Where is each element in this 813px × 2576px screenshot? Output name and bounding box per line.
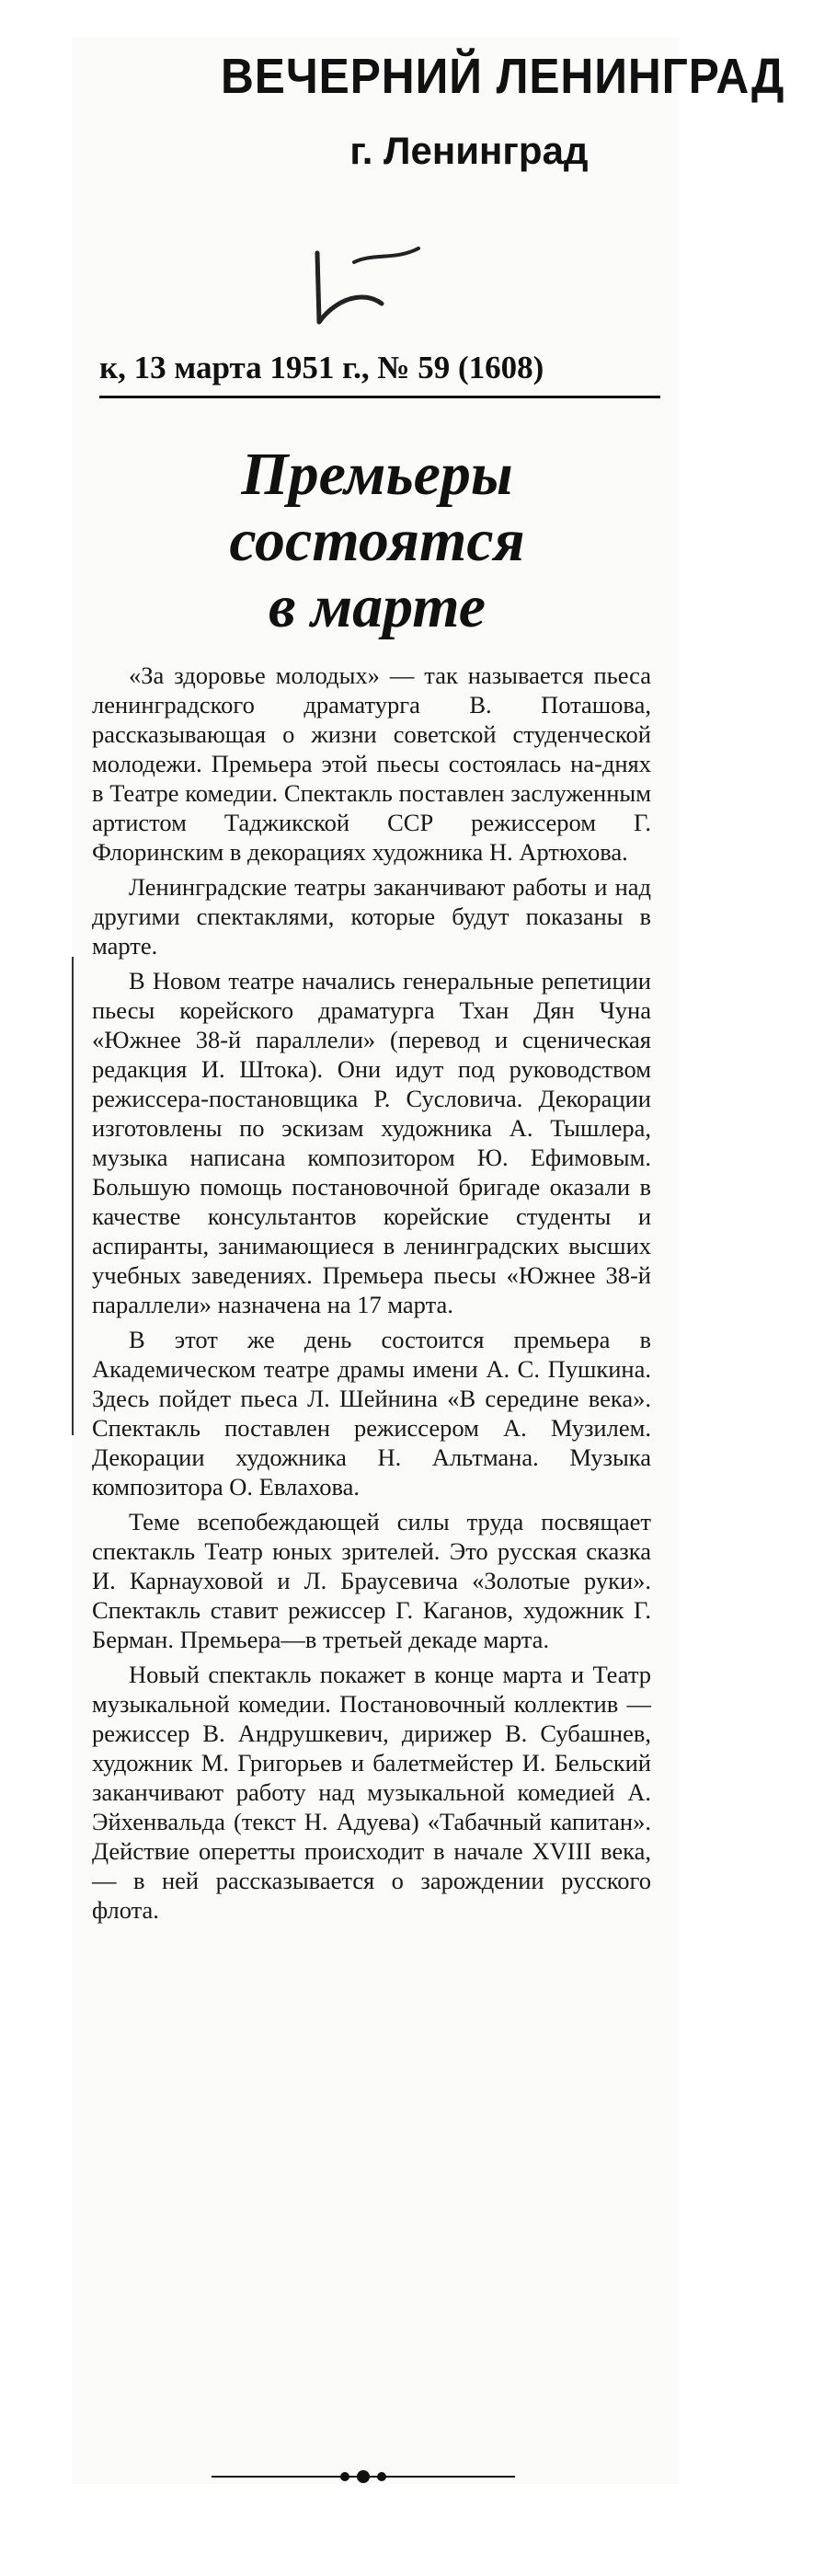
end-ornament	[212, 2466, 515, 2488]
article-paragraph: «За здоровье молодых» — так называется пьеса ленинградского драматурга В. Поташова, рассказывающая о жизни советской студенческой молодежи. Премьера этой пьесы состоялась на-днях в Театре комедии. Спектакль поставлен заслуженным артистом Таджикской ССР режиссером Г. Флоринским в декорациях художника Н. Артюхова.	[92, 661, 651, 866]
newspaper-masthead: ВЕЧЕРНИЙ ЛЕНИНГРАД	[221, 49, 785, 104]
article-paragraph: Ленинградские театры заканчивают работы и над другими спектаклями, которые будут показаны в марте.	[92, 873, 651, 960]
headline-line: состоятся	[229, 507, 525, 574]
article-headline	[147, 442, 607, 640]
newspaper-city: г. Ленинград	[349, 129, 589, 172]
issue-dateline: к, 13 марта 1951 г., № 59 (1608)	[99, 350, 544, 385]
headline-line: Премьеры	[241, 441, 513, 508]
dateline-rule	[99, 396, 660, 398]
article-paragraph: Теме всепобеждающей силы труда посвящает спектакль Театр юных зрителей. Это русская сказка И. Карнауховой и Л. Браусевича «Золотые руки». Спектакль ставит режиссер Г. Каганов, художник Г. Берман. Премьера—в третьей декаде марта.	[92, 1508, 651, 1653]
headline-line: в марте	[268, 573, 487, 640]
handwritten-mark	[299, 235, 428, 336]
article-paragraph: В Новом театре начались генеральные репетиции пьесы корейского драматурга Тхан Дян Чуна «Южнее 38-й параллели» (перевод и сценическая редакция И. Штока). Они идут под руководством режиссера-постановщика Р. Сусловича. Декорации изготовлены по эскизам художника А. Тышлера, музыка написана композитором Ю. Ефимовым. Большую помощь постановочной бригаде оказали в качестве консультантов корейские студенты и аспиранты, занимающиеся в ленинградских высших учебных заведениях. Премьера пьесы «Южнее 38-й параллели» назначена на 17 марта.	[92, 967, 651, 1318]
article-paragraph: Новый спектакль покажет в конце марта и Театр музыкальной комедии. Постановочный коллектив — режиссер В. Андрушкевич, дирижер В. Субашнев, художник М. Григорьев и балетмейстер И. Бельский заканчивают работу над музыкальной комедией А. Эйхенвальда (текст Н. Адуева) «Табачный капитан». Действие оперетты происходит в начале XVIII века, — в ней рассказывается о зарождении русского флота.	[92, 1661, 651, 1924]
article-paragraph: В этот же день состоится премьера в Академическом театре драмы имени А. С. Пушкина. Здесь пойдет пьеса Л. Шейнина «В середине века». Спектакль поставлен режиссером А. Музилем. Декорации художника Н. Альтмана. Музыка композитора О. Евлахова.	[92, 1326, 651, 1501]
margin-marker-line	[72, 957, 74, 1435]
article-body	[92, 661, 651, 1930]
